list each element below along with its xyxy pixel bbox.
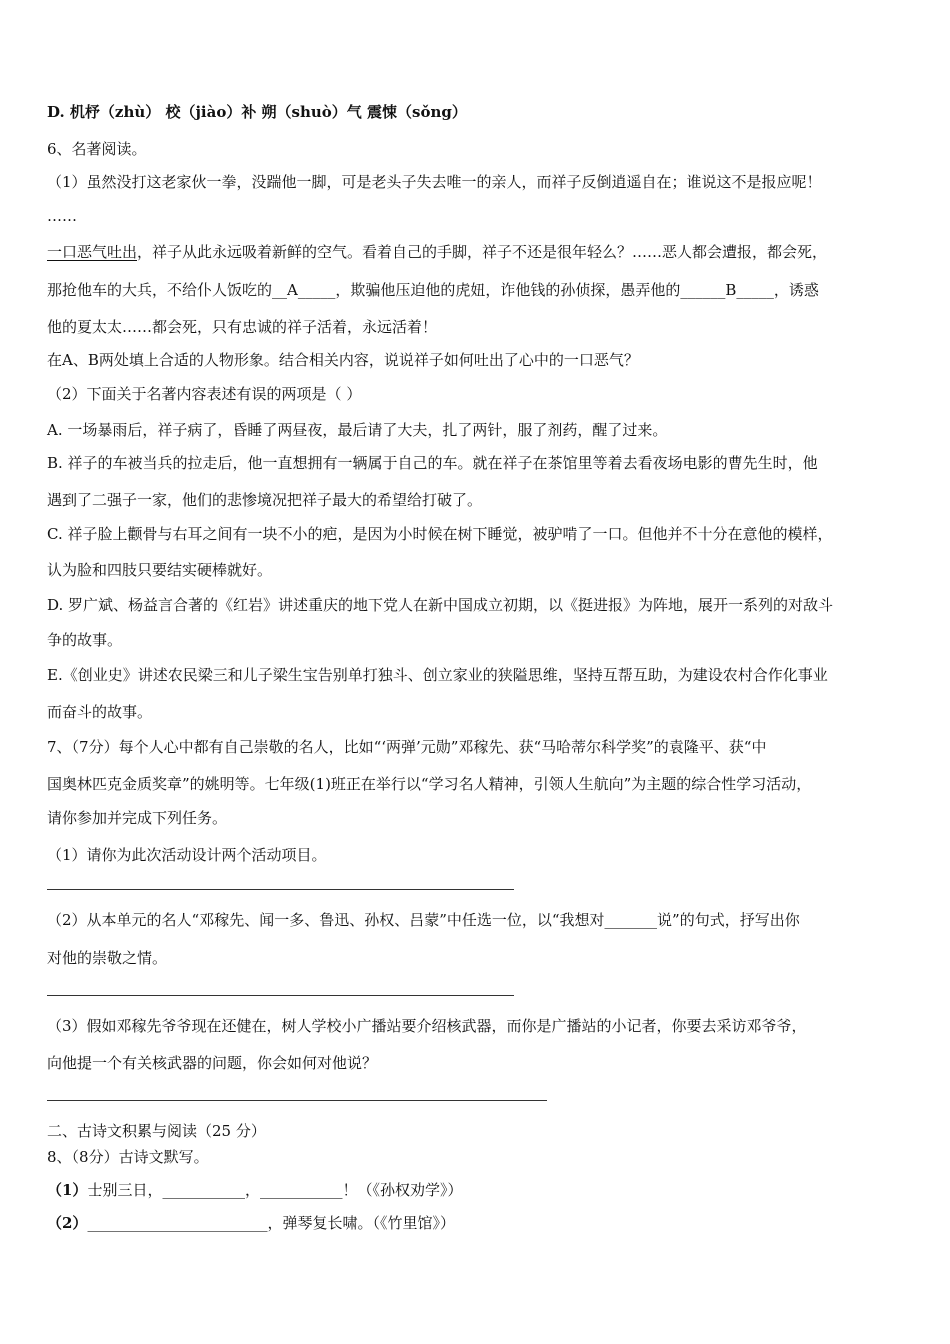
q8-item-1-text: 士别三日，___________，___________！（《孙权劝学》） [87,1181,463,1199]
q8-item-2-label: （2） [47,1214,88,1232]
q6-option-a: A. 一场暴雨后，祥子病了，昏睡了两昼夜，最后请了大夫，扎了两针，服了剂药，醒了过来。 [47,421,668,439]
q7-task1: （1）请你为此次活动设计两个活动项目。 [47,846,327,864]
q7-task2-line2: 对他的崇敬之情。 [47,949,168,967]
q7-intro-line2: 国奥林匹克金质奖章”的姚明等。七年级(1)班正在举行以“学习名人精神，引领人生航向”为主题的综合性学习活动， [47,775,812,793]
q6-p1-question: 在A、B两处填上合适的人物形象。结合相关内容，说说祥子如何吐出了心中的一口恶气？ [47,351,639,369]
q6-option-c-line2: 认为脸和四肢只要结实硬棒就好。 [47,561,273,579]
q7-intro-line3: 请你参加并完成下列任务。 [47,809,228,827]
q6-p1-line1: （1）虽然没打这老家伙一拳，没踹他一脚，可是老头子失去唯一的亲人，而祥子反倒逍遥自在；谁说这不是报应呢！ [47,173,822,191]
q8-item-2-text: ________________________，弹琴复长啸。（《竹里馆》） [87,1214,455,1232]
underlined-phrase: 一口恶气吐出 [47,243,138,261]
q8-title: 8、（8分）古诗文默写。 [47,1148,209,1166]
q5-option-d [47,102,467,122]
section2-heading: 二、古诗文积累与阅读（25 分） [47,1122,266,1140]
q6-option-b-line1: B. 祥子的车被当兵的拉走后，他一直想拥有一辆属于自己的车。就在祥子在茶馆里等着去看夜场电影的曹先生时，他 [47,454,818,472]
q6-p1-line4: 他的夏太太……都会死，只有忠诚的祥子活着，永远活着！ [47,318,438,336]
q6-option-b-line2: 遇到了二强子一家，他们的悲惨境况把祥子最大的希望给打破了。 [47,491,483,509]
q6-ellipsis: …… [47,207,77,225]
q7-task3-line1: （3）假如邓稼先爷爷现在还健在，树人学校小广播站要介绍核武器，而你是广播站的小记者，你要去采访邓爷爷， [47,1017,807,1035]
answer-line [47,889,514,890]
q6-option-e-line1: E.《创业史》讲述农民梁三和儿子梁生宝告别单打独斗、创立家业的狭隘思维，坚持互帮互助，为建设农村合作化事业 [47,666,828,684]
q6-option-d-line1: D. 罗广斌、杨益言合著的《红岩》讲述重庆的地下党人在新中国成立初期，以《挺进报》为阵地，展开一系列的对敌斗 [47,596,834,614]
q8-item-2 [47,1213,455,1233]
q6-title: 6、名著阅读。 [47,140,147,158]
q7-intro-line1: 7、（7分）每个人心中都有自己崇敬的名人，比如“‘两弹’元勋”邓稼先、获“马哈蒂尔科学奖”的袁隆平、获“中 [47,738,767,756]
q6-p2-prompt: （2）下面关于名著内容表述有误的两项是（ ） [47,385,362,403]
answer-line [47,995,514,996]
q7-task2-line1: （2）从本单元的名人“邓稼先、闻一多、鲁迅、孙权、吕蒙”中任选一位，以“我想对_______说”的句式，抒写出你 [47,911,800,929]
q6-p1-line2-rest: ，祥子从此永远吸着新鲜的空气。看着自己的手脚，祥子不还是很年轻么？……恶人都会遭报，都会死， [137,243,828,261]
q6-option-c-line1: C. 祥子脸上颧骨与右耳之间有一块不小的疤，是因为小时候在树下睡觉，被驴啃了一口。但他并不十分在意他的模样， [47,525,833,543]
q6-option-e-line2: 而奋斗的故事。 [47,703,153,721]
q6-option-d-line2: 争的故事。 [47,631,123,649]
q7-task3-line2: 向他提一个有关核武器的问题，你会如何对他说？ [47,1054,378,1072]
q6-p1-line2 [47,242,827,262]
q5-option-d-text: 机杼（zhù） 校（jiào）补 朔（shuò）气 震悚（sǒng） [64,103,467,121]
q5-option-d-label: D. [47,103,65,121]
answer-line [47,1100,547,1101]
q6-p1-line3: 那抢他车的大兵，不给仆人饭吃的__A_____，欺骗他压迫他的虎妞，诈他钱的孙侦探，愚弄他的______B_____，诱惑 [47,281,819,299]
q8-item-1 [47,1180,462,1200]
q8-item-1-label: （1） [47,1181,88,1199]
